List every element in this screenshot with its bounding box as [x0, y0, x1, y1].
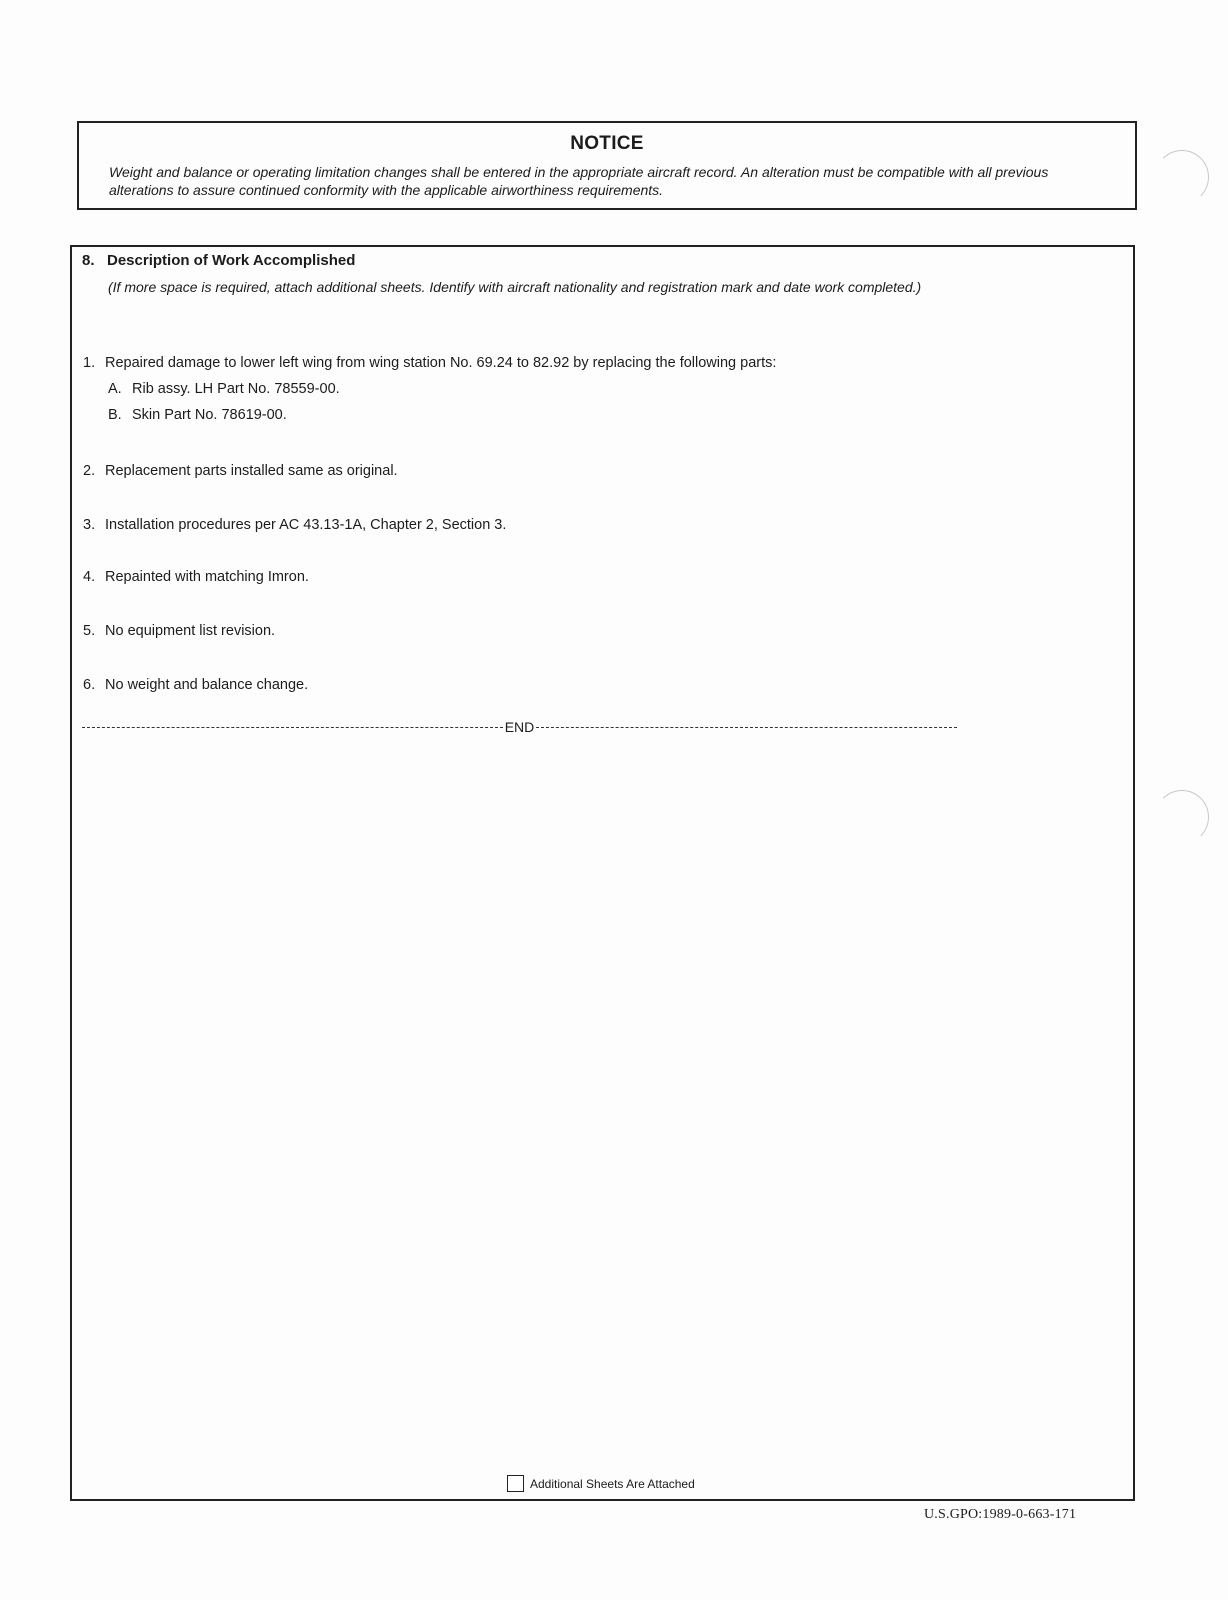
item-text: Repaired damage to lower left wing from wing station No. 69.24 to 82.92 by replacing the following parts: [105, 355, 777, 371]
dashed-rule [536, 727, 957, 728]
sub-item-text: Rib assy. LH Part No. 78559-00. [132, 381, 340, 397]
end-marker-line [82, 719, 957, 735]
item-number: 1. [83, 355, 96, 371]
section-instructions: (If more space is required, attach additional sheets. Identify with aircraft nationality and registration mark and date work completed.) [108, 279, 922, 295]
item-number: 3. [83, 517, 96, 533]
item-text: Repainted with matching Imron. [105, 569, 309, 585]
notice-text: Weight and balance or operating limitation changes shall be entered in the appropriate aircraft record. An alteration must be compatible with all previous alterations to assure continued conformity with the applicable airworthiness requirements. [109, 164, 1049, 198]
work-description-box [70, 245, 1135, 1501]
sub-item-letter: A. [108, 381, 122, 397]
section-title: Description of Work Accomplished [107, 252, 356, 269]
work-item [83, 569, 309, 585]
item-number: 2. [83, 463, 96, 479]
notice-box [77, 121, 1137, 210]
additional-sheets-label: Additional Sheets Are Attached [530, 1476, 695, 1491]
work-section-heading [82, 252, 355, 269]
end-marker: END [504, 719, 535, 735]
item-number: 4. [83, 569, 96, 585]
work-item [83, 355, 776, 371]
work-item [83, 677, 308, 693]
sub-item-letter: B. [108, 407, 122, 423]
punch-hole-mark [1155, 150, 1209, 204]
work-sub-item [108, 407, 287, 423]
work-item [83, 623, 275, 639]
item-number: 5. [83, 623, 96, 639]
additional-sheets-checkbox[interactable] [507, 1475, 524, 1492]
punch-hole-mark [1155, 790, 1209, 844]
section-number: 8. [82, 252, 95, 269]
additional-sheets-row [507, 1475, 695, 1492]
item-text: No equipment list revision. [105, 623, 276, 639]
work-item [83, 517, 506, 533]
work-item [83, 463, 398, 479]
item-text: Installation procedures per AC 43.13-1A, Chapter 2, Section 3. [105, 517, 507, 533]
dashed-rule [82, 727, 503, 728]
item-text: Replacement parts installed same as original. [105, 463, 398, 479]
item-number: 6. [83, 677, 96, 693]
notice-title: NOTICE [570, 133, 644, 154]
sub-item-text: Skin Part No. 78619-00. [132, 407, 287, 423]
item-text: No weight and balance change. [105, 677, 309, 693]
gpo-print-code: U.S.GPO:1989-0-663-171 [924, 1507, 1077, 1522]
work-sub-item [108, 381, 340, 397]
